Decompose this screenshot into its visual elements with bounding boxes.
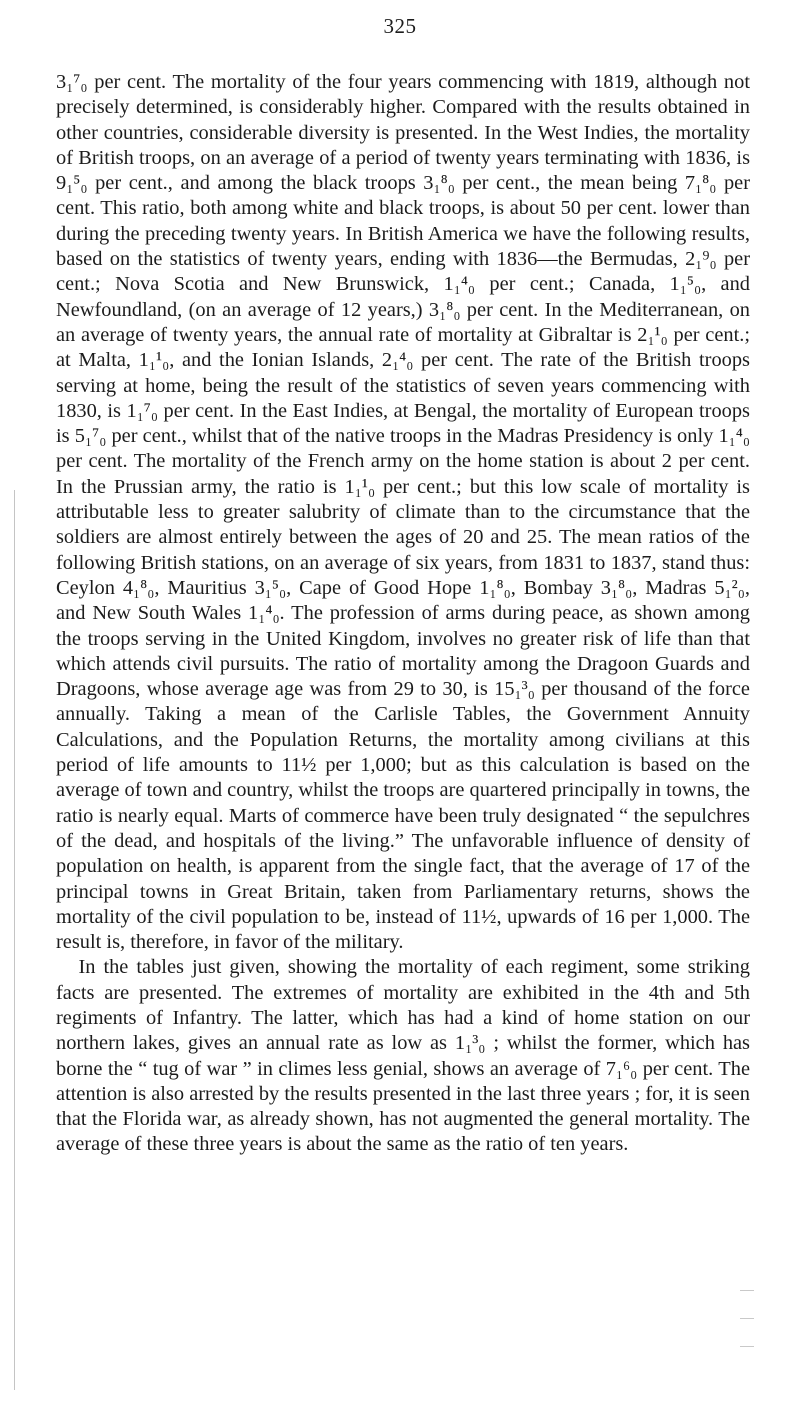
paragraph-mortality-statistics: 3₁⁷₀ per cent. The mortality of the four years commencing with 1819, although not precisely determined, is considerably higher. Compared with the results obtained in other countries, considerable diversity is presented. In the West Indies, the mortality of British troops, on an average of a period of twenty years terminating with 1836, is 9₁⁵₀ per cent., and among the black troops 3₁⁸₀ per cent., the mean being 7₁⁸₀ per cent. This ratio, both among white and black troops, is about 50 per cent. lower than during the preceding twenty years. In British America we have the following results, based on the statistics of twenty years, ending with 1836—the Bermudas, 2₁⁹₀ per cent.; Nova Scotia and New Brunswick, 1₁⁴₀ per cent.; Canada, 1₁⁵₀, and Newfoundland, (on an average of 12 years,) 3₁⁸₀ per cent. In the Mediterranean, on an average of twenty years, the annual rate of mortality at Gibraltar is 2₁¹₀ per cent.; at Malta, 1₁¹₀, and the Ionian Islands, 2₁⁴₀ per cent. The rate of the British troops serving at home, being the result of the statistics of seven years commencing with 1830, is 1₁⁷₀ per cent. In the East Indies, at Bengal, the mortality of European troops is 5₁⁷₀ per cent., whilst that of the native troops in the Madras Presidency is only 1₁⁴₀ per cent. The mortality of the French army on the home station is about 2 per cent. In the Prussian army, the ratio is 1₁¹₀ per cent.; but this low scale of mortality is attributable less to greater salubrity of climate than to the circumstance that the soldiers are almost entirely between the ages of 20 and 25. The mean ratios of the following British stations, on an average of six years, from 1831 to 1837, stand thus: Ceylon 4₁⁸₀, Mauritius 3₁⁵₀, Cape of Good Hope 1₁⁸₀, Bombay 3₁⁸₀, Madras 5₁²₀, and New South Wales 1₁⁴₀. The profession of arms during peace, as shown among the troops serving in the United Kingdom, involves no greater risk of life than that which attends civil pursuits. The ratio of mortality among the Dragoon Guards and Dragoons, whose average age was from 29 to 30, is 15₁³₀ per thousand of the force annually. Taking a mean of the Carlisle Tables, the Government Annuity Calculations, and the Population Returns, the mortality among civilians at this period of life amounts to 11½ per 1,000; but as this calculation is based on the average of town and country, whilst the troops are quartered principally in towns, the ratio is nearly equal. Marts of commerce have been truly designated “ the sepulchres of the dead, and hospitals of the living.” The unfavorable influence of density of population on health, is apparent from the single fact, that the average of 17 of the principal towns in Great Britain, taken from Parliamentary returns, shows the mortality of the civil population to be, instead of 11½, upwards of 16 per 1,000. The result is, therefore, in favor of the military. [56, 71, 750, 954]
body-text [56, 70, 750, 1158]
page-number: 325 [383, 14, 417, 38]
paragraph-regiment-tables: In the tables just given, showing the mortality of each regiment, some striking facts are presented. The extremes of mortality are exhibited in the 4th and 5th regiments of Infantry. The latter, which has had a kind of home station on our northern lakes, gives an annual rate as low as 1₁³₀ ; whilst the former, which has borne the “ tug of war ” in climes less genial, shows an average of 7₁⁶₀ per cent. The attention is also arrested by the results presented in the last three years ; for, it is seen that the Florida war, as already shown, has not augmented the general mortality. The average of these three years is about the same as the ratio of ten years. [56, 956, 750, 1156]
scan-mark [740, 1346, 754, 1347]
scan-edge-line [14, 490, 15, 1390]
scan-mark [740, 1318, 754, 1319]
scan-mark [740, 1290, 754, 1291]
